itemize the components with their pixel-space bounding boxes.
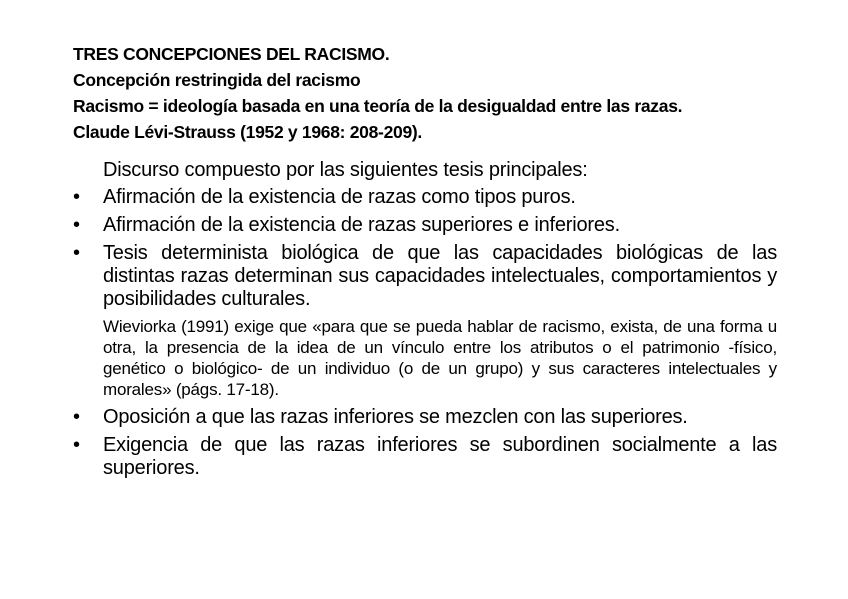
bullet-list-b [73,406,777,480]
bullet-icon: • [73,242,80,264]
bullet-icon: • [73,434,80,456]
list-item [73,406,777,429]
list-item-text: Exigencia de que las razas inferiores se subordinen socialmente a las superiores. [103,434,777,479]
quote-paragraph: Wieviorka (1991) exige que «para que se pueda hablar de racismo, exista, de una forma u otra, la presencia de la idea de un vínculo entre los atributos o el patrimonio -físico, genético o biológico- de un individuo (o de un grupo) y sus caracteres intelectuales y morales» (págs. 17-18). [103,317,777,399]
list-item [73,434,777,480]
list-item-text: Tesis determinista biológica de que las capacidades biológicas de las distintas razas determinan sus capacidades intelectuales, comportamientos y posibilidades culturales. [103,242,777,310]
list-item [73,186,777,209]
definition-line: Racismo = ideología basada en una teoría de la desigualdad entre las razas. [73,96,683,116]
slide-body [73,158,777,485]
list-item [73,242,777,311]
intro-text: Discurso compuesto por las siguientes tesis principales: [103,159,588,181]
bullet-list-a [73,186,777,311]
slide-title: TRES CONCEPCIONES DEL RACISMO. [73,44,390,64]
slide-header [73,41,793,145]
list-item-text: Oposición a que las razas inferiores se mezclen con las superiores. [103,406,688,428]
bullet-icon: • [73,406,80,428]
list-item-text: Afirmación de la existencia de razas superiores e inferiores. [103,214,620,236]
citation-line: Claude Lévi-Strauss (1952 y 1968: 208-209). [73,122,422,142]
slide-subtitle: Concepción restringida del racismo [73,70,361,90]
list-item-text: Afirmación de la existencia de razas como tipos puros. [103,186,576,208]
list-item [73,214,777,237]
bullet-icon: • [73,214,80,236]
bullet-icon: • [73,186,80,208]
